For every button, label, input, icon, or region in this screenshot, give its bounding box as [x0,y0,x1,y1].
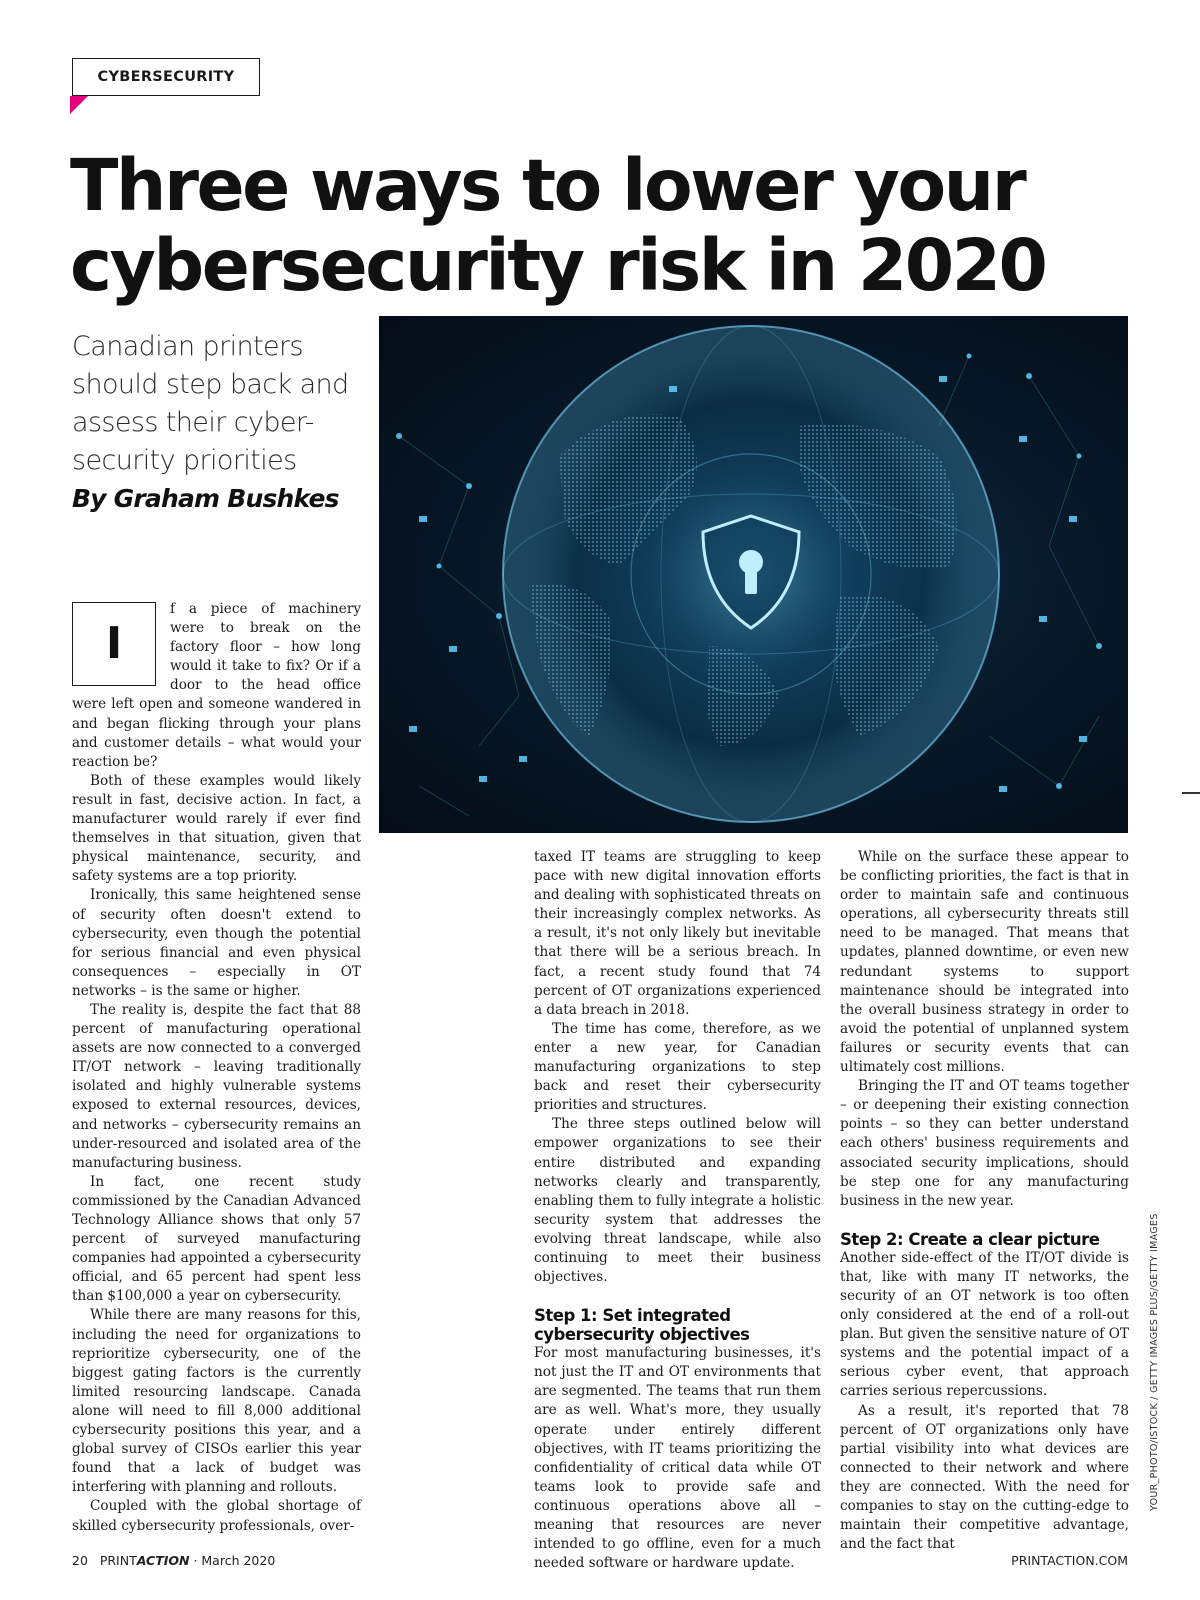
article-column-3 [840,848,1129,1554]
hero-globe-image [379,316,1128,833]
article-column-2 [534,848,821,1573]
deck-line-1: Canadian printers [72,331,303,362]
drop-cap: I [72,602,156,686]
byline: By Graham Bushkes [72,484,339,513]
step-2-heading: Step 2: Create a clear picture [840,1229,1100,1249]
paragraph: Another side-effect of the IT/OT divide is that, like with many IT networks, the security of an OT network is too often only considered at the end of a roll-out plan. But given the sensitive nature of OT systems and the potential impact of a serious cyber event, that approach carries serious repercussions. [840,1249,1129,1400]
footer-folio [72,1553,275,1568]
photo-credit: YOUR_PHOTO/ISTOCK / GETTY IMAGES PLUS/GETTY IMAGES [1149,1213,1160,1511]
paragraph: The reality is, despite the fact that 88 percent of manufacturing operational assets are now connected to a converged IT/OT network – leaving traditionally isolated and highly vulnerable systems exposed to external resources, devices, and networks – cybersecurity remains an under-resourced and isolated area of the manufacturing business. [72,1001,361,1171]
deck-line-4: security priorities [72,445,297,476]
brand-print: PRINT [99,1553,137,1568]
margin-tick-mark [1182,792,1200,794]
paragraph: While on the surface these appear to be conflicting priorities, the fact is that in order to maintain safe and continuous operations, all cybersecurity threats still need to be managed. That means that updates, planned downtime, or even new redundant systems to support maintenance should be integrated into the overall business strategy in order to avoid the potential of unplanned system failures or security events that can ultimately cost millions. [840,849,1129,1076]
paragraph: Both of these examples would likely result in fast, decisive action. In fact, a manufacturer would rarely if ever find themselves in that situation, given that physical maintenance, security, and safety systems are a top priority. [72,772,361,885]
step-1-heading: Step 1: Set integrated cybersecurity objectives [534,1306,750,1345]
headline-line-2: cybersecurity risk in 2020 [70,224,1046,307]
paragraph: While there are many reasons for this, including the need for organizations to reprioritize cybersecurity, one of the biggest gating factors is the currently limited resourcing landscape. Canada alone will need to fill 8,000 additional cybersecurity positions this year, and a global survey of CISOs earlier this year found that a lack of budget was interfering with planning and rollouts. [72,1307,361,1496]
paragraph: taxed IT teams are struggling to keep pace with new digital innovation efforts and dealing with sophisticated threats on their increasingly complex networks. As a result, it's not only likely but inevitable that there will be a serious breach. In fact, a recent study found that 74 percent of OT organizations experienced a data breach in 2018. [534,849,821,1018]
article-column-1 [72,600,361,1536]
paragraph: The time has come, therefore, as we enter a new year, for Canadian manufacturing organizations to step back and reset their cybersecurity priorities and structures. [534,1020,821,1114]
section-tag-corner-accent [70,96,88,114]
paragraph: In fact, one recent study commissioned by the Canadian Advanced Technology Alliance shows that only 57 percent of surveyed manufacturing companies had appointed a cybersecurity official, and 65 percent had spent less than $100,000 a year on cybersecurity. [72,1173,361,1305]
deck-line-3: assess their cyber- [72,407,314,438]
paragraph: As a result, it's reported that 78 percent of OT organizations only have partial visibility into what devices are connected to their network and where they are connected. With the need for companies to stay on the cutting-edge to maintain their competitive advantage, and the fact that [840,1402,1129,1553]
paragraph: The three steps outlined below will empower organizations to see their entire distributed and expanding networks clearly and transparently, enabling them to fully integrate a holistic security system that addresses the evolving threat landscape, while also continuing to meet their business objectives. [534,1116,821,1286]
paragraph: Coupled with the global shortage of skilled cybersecurity professionals, over- [72,1498,361,1534]
brand-action: ACTION [136,1553,190,1568]
paragraph: f a piece of machinery were to break on the factory floor – how long would it take to fix? Or if a door to the head office were left open and someone wandered in and began flicking through your plans and customer details – what would your reaction be? [72,601,361,770]
headline [70,146,1130,306]
headline-line-1: Three ways to lower your [70,144,1025,227]
paragraph: For most manufacturing businesses, it's not just the IT and OT environments that are segmented. The teams that run them are as well. What's more, they usually operate under entirely different objectives, with IT teams prioritizing the confidentiality of critical data while OT teams look to provide safe and continuous operations above all – meaning that resources are never intended to go offline, even for a much needed software or hardware update. [534,1345,821,1572]
paragraph: Ironically, this same heightened sense of security often doesn't extend to cybersecurity, even though the potential for serious financial and even physical consequences – especially in OT networks – is the same or higher. [72,887,361,999]
deck-line-2: should step back and [72,369,349,400]
page-number: 20 [72,1553,88,1568]
footer-website: PRINTACTION.COM [1011,1553,1128,1568]
section-tag: CYBERSECURITY [72,58,260,96]
globe-illustration [379,316,1128,833]
deck-subtitle [72,328,372,480]
issue-date: · March 2020 [193,1553,276,1568]
paragraph: Bringing the IT and OT teams together – or deepening their existing connection points – so they can better understand each others' business requirements and associated security implications, should be step one for any manufacturing business in the new year. [840,1078,1129,1209]
